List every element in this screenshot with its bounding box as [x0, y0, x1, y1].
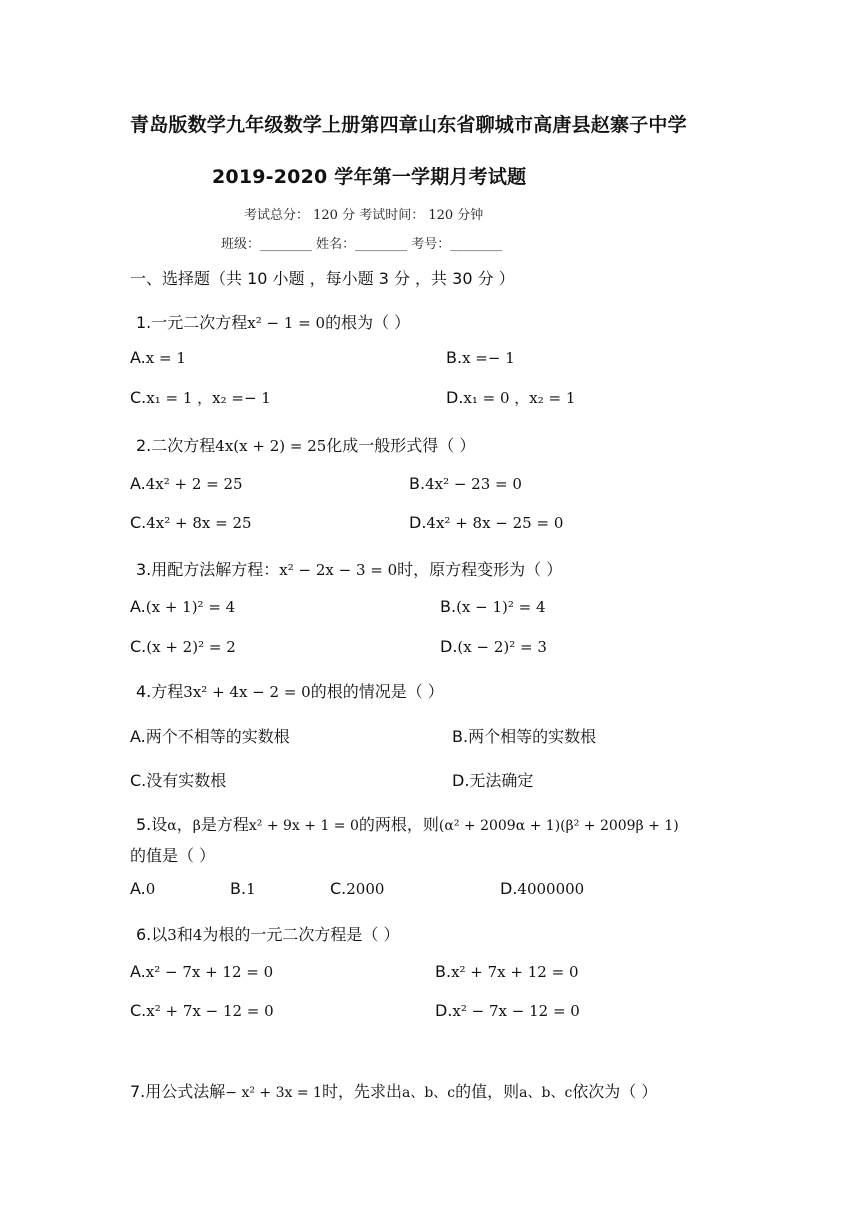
question-4-equation: 3x² + 4x − 2 = 0	[183, 683, 311, 701]
q1-option-b[interactable]	[446, 348, 515, 367]
option-value: x₁ = 0 ，x₂ = 1	[463, 389, 576, 407]
q6-option-c[interactable]	[130, 1001, 274, 1020]
option-value: 4x² + 8x = 25	[146, 514, 252, 532]
question-1-prefix: 1.一元二次方程	[136, 313, 248, 332]
option-label: B.	[409, 474, 426, 493]
option-value: x = 1	[145, 349, 186, 367]
option-value: (x + 1)² = 4	[145, 598, 236, 616]
q5-option-a[interactable]	[130, 879, 155, 898]
option-label: C.	[130, 388, 147, 407]
option-label: C.	[130, 637, 147, 656]
question-6-prefix: 6.以	[136, 925, 168, 944]
q4-option-c[interactable]: C.没有实数根	[130, 771, 227, 790]
question-4-suffix: 的根的情况是（ ）	[310, 682, 444, 701]
question-2-equation: 4x(x + 2) = 25	[215, 437, 327, 455]
q1-option-a[interactable]	[130, 348, 186, 367]
option-label: B.	[446, 348, 463, 367]
option-label: D.	[435, 1001, 453, 1020]
question-5-mid: 是方程	[200, 815, 249, 834]
q3-option-d[interactable]	[440, 637, 547, 656]
option-label: B.	[440, 597, 457, 616]
q3-option-c[interactable]	[130, 637, 236, 656]
option-value: x² + 7x − 12 = 0	[146, 1002, 274, 1020]
option-label: D.	[500, 879, 518, 898]
question-4-prefix: 4.方程	[136, 682, 184, 701]
option-label: D.	[409, 513, 427, 532]
question-7-mid2: 的值，则	[455, 1082, 520, 1101]
question-7-vars-1: a、b、c	[401, 1085, 456, 1101]
section-heading: 一、选择题（共 10 小题 ，每小题 3 分 ，共 30 分 ）	[130, 269, 515, 288]
q6-option-d[interactable]	[435, 1001, 580, 1020]
q5-option-b[interactable]	[230, 879, 256, 898]
option-value: x² − 7x − 12 = 0	[452, 1002, 580, 1020]
question-5-expression: (α² + 2009α + 1)(β² + 2009β + 1)	[438, 818, 679, 834]
question-5-mid2: 的两根，则	[358, 815, 439, 834]
title-line-1: 青岛版数学九年级数学上册第四章山东省聊城市高唐县赵寨子中学	[130, 114, 687, 136]
question-3-prefix: 3.用配方法解方程：	[136, 560, 280, 579]
q2-option-c[interactable]	[130, 513, 252, 532]
option-value: x² − 7x + 12 = 0	[145, 963, 274, 981]
q3-option-b[interactable]	[440, 597, 546, 616]
q6-option-a[interactable]	[130, 962, 273, 981]
question-6-and: 和	[176, 925, 193, 944]
q2-option-b[interactable]	[409, 474, 522, 493]
option-value: x =− 1	[462, 349, 515, 367]
q5-option-d[interactable]	[500, 879, 584, 898]
option-label: A.	[130, 597, 146, 616]
root-2: 4	[192, 926, 203, 944]
question-2	[136, 433, 475, 456]
question-5-line2: 的值是（ ）	[130, 846, 216, 865]
option-label: A.	[130, 962, 146, 981]
question-7-suffix: 依次为（ ）	[572, 1082, 658, 1101]
option-label: A.	[130, 474, 146, 493]
question-3	[136, 557, 562, 580]
q4-option-b[interactable]: B.两个相等的实数根	[452, 727, 597, 746]
option-label: A.	[130, 879, 146, 898]
question-1-equation: x² − 1 = 0	[247, 314, 326, 332]
question-4	[136, 679, 444, 702]
option-value: 4x² + 8x − 25 = 0	[426, 514, 564, 532]
q1-option-c[interactable]	[130, 387, 271, 408]
option-label: D.	[446, 388, 464, 407]
option-label: C.	[130, 1001, 147, 1020]
question-2-prefix: 2.二次方程	[136, 436, 216, 455]
title-line-2: 2019-2020 学年第一学期月考试题	[212, 166, 527, 188]
question-1	[136, 310, 410, 333]
question-7	[130, 1079, 657, 1102]
option-value: (x − 2)² = 3	[457, 638, 547, 656]
q5-option-c[interactable]	[330, 879, 384, 898]
question-2-suffix: 化成一般形式得（ ）	[326, 436, 476, 455]
option-label: B.	[435, 962, 452, 981]
option-value: (x − 1)² = 4	[456, 598, 546, 616]
question-7-equation: − x² + 3x = 1	[225, 1085, 322, 1101]
question-6	[136, 922, 399, 945]
option-label: C.	[130, 513, 147, 532]
option-value: x² + 7x + 12 = 0	[451, 963, 579, 981]
question-5	[136, 812, 679, 835]
question-5-equation: x² + 9x + 1 = 0	[248, 818, 359, 834]
option-label: D.	[440, 637, 458, 656]
option-value: 4x² + 2 = 25	[145, 475, 243, 493]
question-6-suffix: 为根的一元二次方程是（ ）	[202, 925, 400, 944]
q1-option-d[interactable]	[446, 387, 575, 408]
question-1-suffix: 的根为（ ）	[325, 313, 411, 332]
question-7-prefix: 7.用公式法解	[130, 1082, 226, 1101]
question-3-suffix: 时，原方程变形为（ ）	[397, 560, 563, 579]
option-value: (x + 2)² = 2	[146, 638, 236, 656]
option-value: x₁ = 1 ，x₂ =− 1	[146, 389, 271, 407]
question-7-vars-2: a、b、c	[519, 1085, 573, 1101]
separator: ，	[176, 815, 193, 834]
q4-option-d[interactable]: D.无法确定	[452, 771, 534, 790]
q2-option-d[interactable]	[409, 513, 563, 532]
q4-option-a[interactable]: A.两个不相等的实数根	[130, 727, 290, 746]
q6-option-b[interactable]	[435, 962, 578, 981]
root-1: 3	[167, 926, 177, 944]
option-value: 4000000	[517, 880, 585, 898]
option-label: A.	[130, 348, 146, 367]
option-label: C.	[330, 879, 347, 898]
q2-option-a[interactable]	[130, 474, 243, 493]
exam-info: 考试总分： 120 分 考试时间： 120 分钟	[244, 208, 484, 223]
q3-option-a[interactable]	[130, 597, 235, 616]
question-7-mid: 时，先求出	[321, 1082, 402, 1101]
option-value: 1	[246, 880, 256, 898]
option-value: 4x² − 23 = 0	[425, 475, 522, 493]
alpha-symbol: α	[167, 818, 177, 834]
student-info: 班级：________ 姓名：________ 考号：________	[221, 237, 503, 252]
question-3-equation: x² − 2x − 3 = 0	[279, 561, 398, 579]
beta-symbol: β	[192, 818, 201, 834]
option-label: B.	[230, 879, 247, 898]
option-value: 2000	[346, 880, 385, 898]
question-5-prefix: 5.设	[136, 815, 168, 834]
option-value: 0	[145, 880, 156, 898]
